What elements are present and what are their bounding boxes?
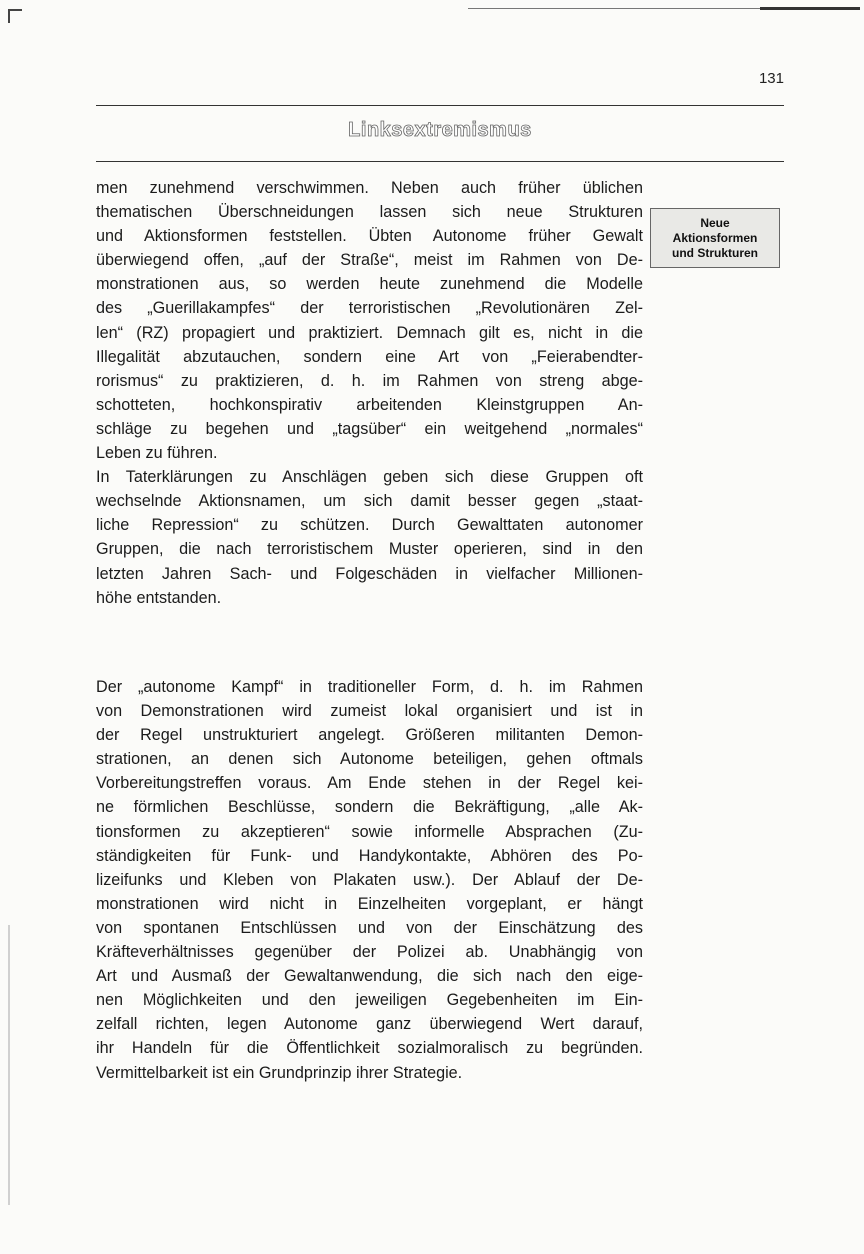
margin-note-line: und Strukturen	[672, 245, 758, 260]
text-line: nen Möglichkeiten und den jeweiligen Gegebenheiten im Ein-	[96, 991, 643, 1010]
text-line: Gruppen, die nach terroristischem Muster operieren, sind in den	[96, 540, 643, 559]
text-line: Leben zu führen.	[96, 444, 218, 463]
text-line: Vermittelbarkeit ist ein Grundprinzip ihrer Strategie.	[96, 1063, 463, 1082]
scan-edge-line	[760, 7, 860, 10]
page-number: 131	[758, 70, 784, 87]
text-line: men zunehmend verschwimmen. Neben auch früher üblichen	[96, 179, 643, 197]
text-line: tionsformen zu akzeptieren“ sowie informelle Absprachen (Zu-	[96, 822, 643, 841]
paragraph-2	[96, 675, 643, 1085]
text-line: wechselnde Aktionsnamen, um sich damit besser gegen „staat-	[96, 492, 643, 511]
margin-note-line: Neue	[700, 215, 730, 230]
text-line: des „Guerillakampfes“ der terroristischen „Revolutionären Zel-	[96, 299, 643, 318]
scan-crop-mark	[8, 9, 22, 11]
margin-note-line: Aktionsformen	[672, 230, 758, 245]
scan-edge-shadow	[8, 925, 10, 1205]
text-line: monstrationen aus, so werden heute zunehmend die Modelle	[96, 275, 643, 294]
text-line: der Regel unstrukturiert angelegt. Größeren militanten Demon-	[96, 726, 643, 745]
text-line: strationen, an denen sich Autonome beteiligen, gehen oftmals	[96, 750, 643, 769]
paragraph-1	[96, 176, 643, 610]
text-line: liche Repression“ zu schützen. Durch Gewalttaten autonomer	[96, 516, 643, 535]
text-line: ne förmlichen Beschlüsse, sondern die Bekräftigung, „alle Ak-	[96, 798, 643, 817]
text-line: rorismus“ zu praktizieren, d. h. im Rahmen von streng abge-	[96, 371, 643, 390]
text-line: ständigkeiten für Funk- und Handykontakte, Abhören des Po-	[96, 846, 643, 865]
margin-note-box	[650, 208, 780, 268]
text-line: lizeifunks und Kleben von Plakaten usw.). Der Ablauf der De-	[96, 870, 643, 889]
header-rule	[96, 105, 784, 106]
text-line: letzten Jahren Sach- und Folgeschäden in vielfacher Millionen-	[96, 564, 643, 583]
text-line: und Aktionsformen feststellen. Übten Autonome früher Gewalt	[96, 227, 643, 246]
margin-note-text	[672, 216, 758, 261]
text-line: überwiegend offen, „auf der Straße“, meist im Rahmen von De-	[96, 251, 643, 270]
text-line: Der „autonome Kampf“ in traditioneller Form, d. h. im Rahmen	[96, 678, 643, 696]
running-title: Linksextremismus	[348, 119, 532, 141]
scan-crop-mark	[8, 9, 10, 23]
text-line: Vorbereitungstreffen voraus. Am Ende stehen in der Regel kei-	[96, 774, 643, 793]
text-line: Illegalität abzutauchen, sondern eine Art von „Feierabendter-	[96, 347, 643, 366]
text-line: von spontanen Entschlüssen und von der Einschätzung des	[96, 918, 643, 937]
text-line: zelfall richten, legen Autonome ganz überwiegend Wert darauf,	[96, 1015, 643, 1034]
text-line: von Demonstrationen wird zumeist lokal organisiert und ist in	[96, 702, 643, 721]
text-line: monstrationen wird nicht in Einzelheiten vorgeplant, er hängt	[96, 894, 643, 913]
text-line: schotteten, hochkonspirativ arbeitenden Kleinstgruppen An-	[96, 395, 643, 414]
text-line: In Taterklärungen zu Anschlägen geben sich diese Gruppen oft	[96, 468, 643, 487]
text-line: Art und Ausmaß der Gewaltanwendung, die sich nach den eige-	[96, 967, 643, 986]
header-rule	[96, 161, 784, 162]
text-line: schläge zu begehen und „tagsüber“ ein weitgehend „normales“	[96, 419, 643, 438]
text-line: thematischen Überschneidungen lassen sich neue Strukturen	[96, 203, 643, 222]
text-line: len“ (RZ) propagiert und praktiziert. Demnach gilt es, nicht in die	[96, 323, 643, 342]
text-line: ihr Handeln für die Öffentlichkeit sozialmoralisch zu begründen.	[96, 1039, 643, 1058]
text-line: Kräfteverhältnisses gegenüber der Polizei ab. Unabhängig von	[96, 943, 643, 962]
text-line: höhe entstanden.	[96, 588, 222, 607]
